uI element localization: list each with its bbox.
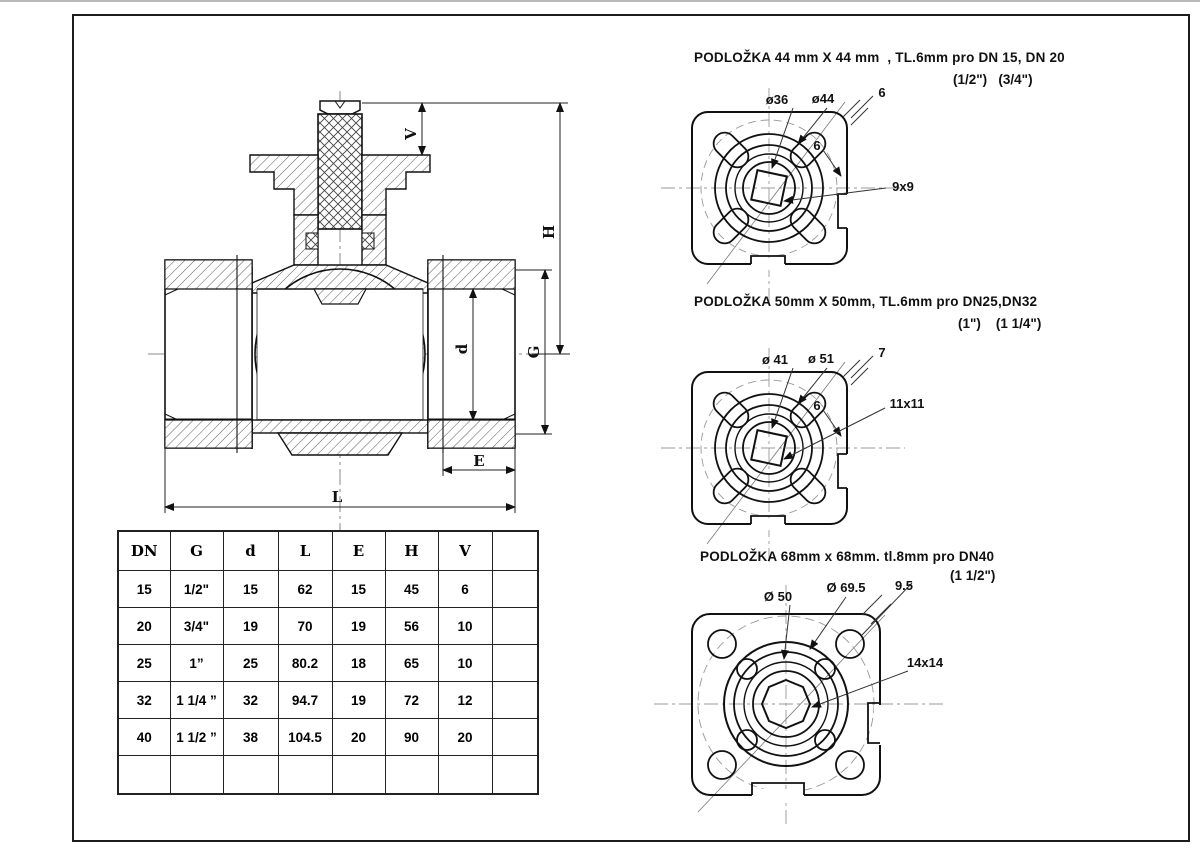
dimension-table bbox=[117, 530, 539, 795]
stem-foot bbox=[314, 289, 366, 304]
cell: 80.2 bbox=[278, 645, 332, 682]
cell bbox=[492, 645, 538, 682]
cell: 1 1/2 ” bbox=[170, 719, 223, 756]
flange3-subtitle: (1 1/2") bbox=[950, 568, 996, 583]
table-header-row bbox=[118, 531, 538, 571]
flange3-dim-outer: Ø 69.5 bbox=[826, 580, 866, 595]
left-port bbox=[165, 255, 252, 453]
dim-label-v: V bbox=[402, 128, 420, 140]
cell: 18 bbox=[332, 645, 385, 682]
cell: 20 bbox=[332, 719, 385, 756]
cell: 32 bbox=[223, 682, 278, 719]
cell: 56 bbox=[385, 608, 438, 645]
cell: 1” bbox=[170, 645, 223, 682]
cell: 15 bbox=[332, 571, 385, 608]
dim-label-e: E bbox=[473, 452, 485, 470]
cell: 70 bbox=[278, 608, 332, 645]
dim-label-d: d bbox=[453, 343, 471, 355]
dim-label-l: L bbox=[331, 488, 343, 506]
flange1-dim-outer: ø44 bbox=[811, 91, 835, 106]
flange-drawing-50mm bbox=[655, 344, 950, 566]
flange2-dim-inner: ø 41 bbox=[761, 352, 789, 367]
valve-section-drawing bbox=[140, 87, 610, 537]
dim-label-g: G bbox=[525, 345, 543, 359]
cell bbox=[438, 756, 492, 795]
cell bbox=[492, 571, 538, 608]
flange3-dim-inner: Ø 50 bbox=[763, 589, 793, 604]
flange2-dim-outer: ø 51 bbox=[807, 351, 835, 366]
cell bbox=[278, 756, 332, 795]
col-header-d: d bbox=[223, 531, 278, 571]
table-row bbox=[118, 571, 538, 608]
flange2-title: PODLOŽKA 50mm X 50mm, TL.6mm pro DN25,DN32 bbox=[694, 294, 1038, 309]
cell: 90 bbox=[385, 719, 438, 756]
flange1-dim-square: 9x9 bbox=[892, 179, 914, 194]
cell bbox=[492, 608, 538, 645]
flange2-dim-square: 11x11 bbox=[889, 396, 925, 411]
cell bbox=[492, 756, 538, 795]
cell: 72 bbox=[385, 682, 438, 719]
flange3-dim-thickness: 9.5 bbox=[894, 578, 914, 593]
cell: 25 bbox=[223, 645, 278, 682]
table-row bbox=[118, 719, 538, 756]
body-bottom bbox=[252, 420, 428, 455]
table-row bbox=[118, 645, 538, 682]
cell bbox=[492, 682, 538, 719]
cell: 19 bbox=[332, 608, 385, 645]
table-row-empty bbox=[118, 756, 538, 795]
flange1-title: PODLOŽKA 44 mm X 44 mm , TL.6mm pro DN 15, DN 20 bbox=[694, 50, 1065, 65]
flange1-dim-corner: 6 bbox=[813, 138, 821, 153]
cell: 19 bbox=[223, 608, 278, 645]
col-header-v: V bbox=[438, 531, 492, 571]
cell: 38 bbox=[223, 719, 278, 756]
cell: 1/2" bbox=[170, 571, 223, 608]
cell: 32 bbox=[118, 682, 170, 719]
flange2-dim-thickness: 7 bbox=[878, 345, 886, 360]
cell: 1 1/4 ” bbox=[170, 682, 223, 719]
cell: 6 bbox=[438, 571, 492, 608]
col-header-blank bbox=[492, 531, 538, 571]
col-header-l: L bbox=[278, 531, 332, 571]
cell: 94.7 bbox=[278, 682, 332, 719]
right-port bbox=[428, 255, 515, 453]
cell: 15 bbox=[118, 571, 170, 608]
cell: 45 bbox=[385, 571, 438, 608]
flange1-dim-inner: ø36 bbox=[765, 92, 789, 107]
cell bbox=[170, 756, 223, 795]
cell bbox=[223, 756, 278, 795]
cell bbox=[492, 719, 538, 756]
flange2-subtitle: (1") (1 1/4") bbox=[958, 316, 1042, 331]
cell: 12 bbox=[438, 682, 492, 719]
cell: 20 bbox=[438, 719, 492, 756]
cell bbox=[385, 756, 438, 795]
cell: 62 bbox=[278, 571, 332, 608]
cell bbox=[118, 756, 170, 795]
flange-drawing-68mm bbox=[650, 577, 960, 829]
cell bbox=[332, 756, 385, 795]
cell: 10 bbox=[438, 608, 492, 645]
cell: 104.5 bbox=[278, 719, 332, 756]
cell: 25 bbox=[118, 645, 170, 682]
cell: 65 bbox=[385, 645, 438, 682]
cell: 20 bbox=[118, 608, 170, 645]
cell: 10 bbox=[438, 645, 492, 682]
cell: 15 bbox=[223, 571, 278, 608]
col-header-e: E bbox=[332, 531, 385, 571]
dim-label-h: H bbox=[540, 224, 558, 240]
col-header-h: H bbox=[385, 531, 438, 571]
cell: 19 bbox=[332, 682, 385, 719]
ball-bore bbox=[257, 289, 423, 420]
cell: 40 bbox=[118, 719, 170, 756]
cell: 3/4" bbox=[170, 608, 223, 645]
col-header-dn: DN bbox=[118, 531, 170, 571]
flange1-dim-thickness: 6 bbox=[878, 85, 886, 100]
col-header-g: G bbox=[170, 531, 223, 571]
valve-stem bbox=[318, 101, 362, 229]
table-row bbox=[118, 682, 538, 719]
flange3-dim-square: 14x14 bbox=[906, 655, 944, 670]
flange-drawing-44mm bbox=[655, 84, 950, 306]
flange2-dim-corner: 6 bbox=[813, 398, 821, 413]
table-row bbox=[118, 608, 538, 645]
flange3-title: PODLOŽKA 68mm x 68mm. tl.8mm pro DN40 bbox=[700, 549, 995, 564]
flange1-subtitle: (1/2") (3/4") bbox=[953, 72, 1033, 87]
